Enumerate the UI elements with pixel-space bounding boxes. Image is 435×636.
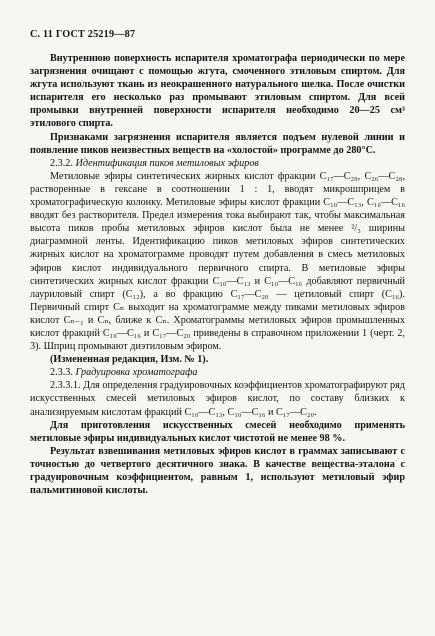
section-title: Градуировка хроматографа <box>75 367 198 379</box>
revision-note: (Измененная редакция, Изм. № 1). <box>50 354 209 366</box>
paragraph-weighing-result: Результат взвешивания метиловых эфиров кислот в граммах записывают с точностью до четвертого десятичного знака. В качестве вещества-эталона с градуировочным коэффициентом, равным 1, используют метиловый эфир пальмитиновой кислоты. <box>30 445 405 497</box>
section-title: Идентификация пиков метиловых эфиров <box>75 157 259 169</box>
paragraph-contamination-signs: Признаками загрязнения испарителя является подъем нулевой линии и появление пиков неизвестных веществ на «холостой» программе до 280°С. <box>30 131 405 156</box>
section-number: 2.3.2. <box>50 157 73 169</box>
page-header: С. 11 ГОСТ 25219—87 <box>30 29 136 40</box>
paragraph-peak-identification: Метиловые эфиры синтетических жирных кислот фракции С₁₇—С₂₀, С₂₆—С₂₈, растворенные в гексане в соотношении 1 : 1, вводят микрошприцем в хроматографическую колонку. Метиловые эфиры кислот фракции С₁₀—С₁₃, С₁₀—С₁₆ вводят без растворителя. Предел измерения тока выбирают так, чтобы максимальная высота пиков пробы метиловых эфиров кислот была не менее ²/₃ ширины диаграммной ленты. Идентификацию пиков метиловых эфиров синтетических жирных кислот на хроматограмме проводят путем добавления в смесь метиловых эфиров кислот индивидуального первичного спирта. В метиловые эфиры синтетических жирных кислот фракции С₁₀—С₁₃ и С₁₀—С₁₆ добавляют первичный лауриловый спирт (С₁₂), а во фракцию С₁₇—С₂₀ — цетиловый спирт (С₁₆). Первичный спирт Сₙ выходит на хроматограмме между пиками метиловых эфиров кислот Сₙ₋₁ и Сₙ, ближе к Сₙ. Хроматограммы метиловых эфиров промышленных кислот фракций С₁₀—С₁₆ и С₁₇—С₂₀ приведены в справочном приложении 1 (черт. 2, 3). Шприц промывают диэтиловым эфиром. <box>30 170 405 353</box>
paragraph-artificial-mixtures: Для приготовления искусственных смесей необходимо применять метиловые эфиры индивидуальных кислот чистотой не менее 98 %. <box>30 419 405 444</box>
section-2-3-3-heading <box>30 366 405 379</box>
paragraph-evaporator-cleaning: Внутреннюю поверхность испарителя хроматографа периодически по мере загрязнения очищают с помощью жгута, смоченного этиловым спиртом. Для жгута используют ткань из неокрашенного натурального шелка. После очистки испарителя его несколько раз промывают этиловым спиртом. Для всей промывки внутренней поверхности испарителя необходимо 20—25 см³ этилового спирта. <box>30 53 405 130</box>
section-number: 2.3.3. <box>50 367 73 379</box>
section-2-3-2-heading <box>30 157 405 170</box>
paragraph-calibration-coefficients: 2.3.3.1. Для определения градуировочных коэффициентов хроматографируют ряд искусственных смесей метиловых эфиров кислот, по составу близких к анализируемым кислотам фракций С₁₀—С₁₃, С₁₀—С₁₆ и С₁₇—С₂₀. <box>30 380 405 418</box>
